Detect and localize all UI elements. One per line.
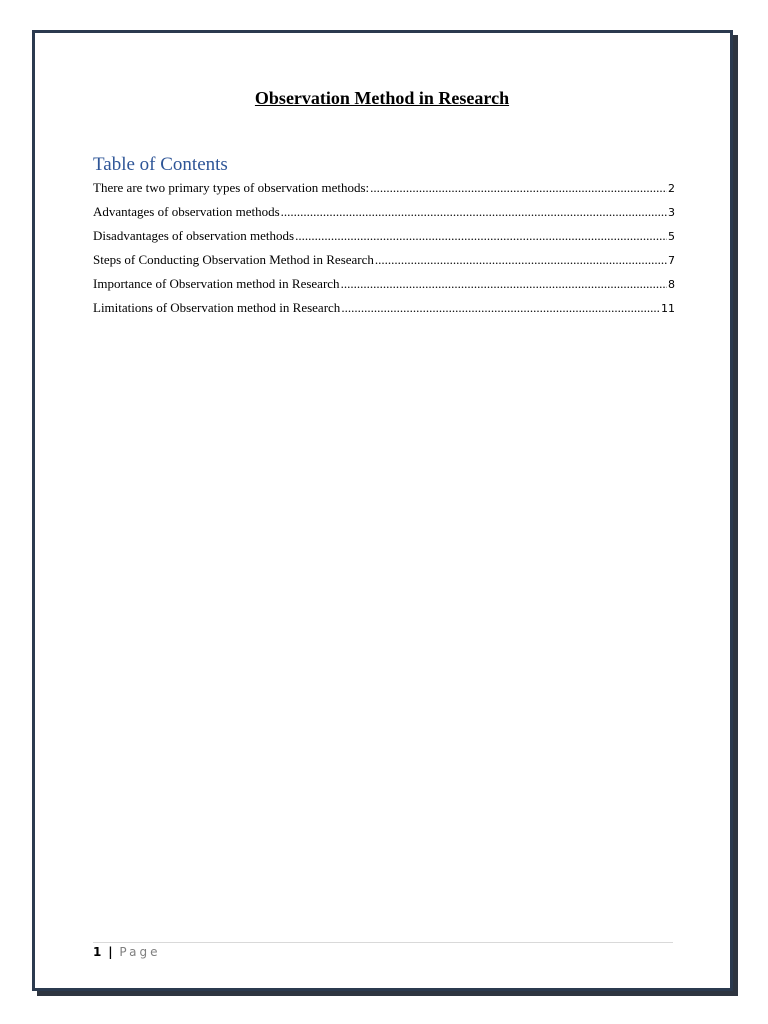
- toc-entry-page: 5: [668, 230, 675, 243]
- toc-entry[interactable]: [93, 300, 675, 324]
- toc-leader-dots: [375, 252, 667, 268]
- toc-leader-dots: [295, 228, 667, 244]
- toc-entry-text: Advantages of observation methods: [93, 204, 280, 219]
- toc-entry-text: Limitations of Observation method in Research: [93, 300, 341, 315]
- toc-entry-text: Importance of Observation method in Research: [93, 276, 340, 291]
- toc-entry[interactable]: [93, 276, 675, 300]
- footer-separator: |: [108, 945, 113, 959]
- toc-entry-text: Steps of Conducting Observation Method in Research: [93, 252, 374, 267]
- toc-entry-page: 7: [668, 254, 675, 267]
- toc-entry[interactable]: [93, 252, 675, 276]
- page-footer: [93, 945, 160, 959]
- toc-entry-page: 3: [668, 206, 675, 219]
- toc-heading: Table of Contents: [93, 154, 228, 175]
- toc-entry[interactable]: [93, 180, 675, 204]
- toc-entry[interactable]: [93, 228, 675, 252]
- toc-leader-dots: [370, 180, 667, 196]
- document-title: Observation Method in Research: [254, 88, 510, 108]
- toc-leader-dots: [341, 300, 660, 316]
- page-number: 1: [93, 945, 102, 959]
- toc-entry-page: 11: [661, 302, 675, 315]
- page-word: Page: [119, 945, 161, 959]
- toc-entry-text: There are two primary types of observation methods:: [93, 180, 370, 195]
- toc-entry[interactable]: [93, 204, 675, 228]
- toc-entry-page: 8: [668, 278, 675, 291]
- toc-list: [93, 180, 675, 324]
- toc-leader-dots: [281, 204, 667, 220]
- footer-divider: [93, 942, 673, 943]
- toc-entry-text: Disadvantages of observation methods: [93, 228, 295, 243]
- toc-entry-page: 2: [668, 182, 675, 195]
- toc-leader-dots: [341, 276, 667, 292]
